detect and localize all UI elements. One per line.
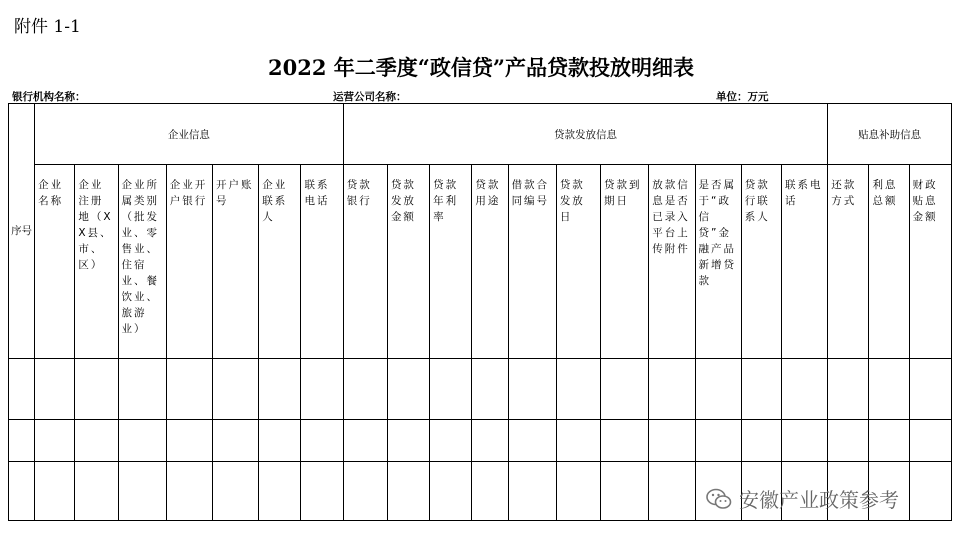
ops-company-label: 运营公司名称： [333,91,407,103]
watermark-text: 安徽产业政策参考 [739,488,899,512]
col-header-lending-bank: 贷款银行 [343,165,387,359]
page-title: 2022 年二季度“政信贷”产品贷款投放明细表 [268,55,694,80]
col-header-contract-number: 借款合同编号 [508,165,556,359]
col-header-repayment-method: 还款方式 [828,165,869,359]
watermark [705,484,899,513]
col-header-maturity-date: 贷款到期日 [601,165,649,359]
col-header-enterprise-contact: 企业联系人 [259,165,301,359]
col-header-new-loan-flag: 是否属于“政信贷”金融产品新增贷款 [695,165,741,359]
seq-header: 序号 [9,104,35,359]
col-header-platform-upload: 放款信息是否已录入平台上传附件 [649,165,695,359]
loan-detail-table [8,103,952,521]
col-header-total-interest: 利息总额 [869,165,909,359]
col-header-registered-place: 企业注册地（XX县、市、区） [75,165,118,359]
col-header-account-bank: 企业开户银行 [166,165,212,359]
col-header-enterprise-name: 企业名称 [35,165,75,359]
col-header-issue-date: 贷款发放日 [556,165,600,359]
col-header-account-number: 开户账号 [213,165,259,359]
col-header-bank-phone: 联系电话 [781,165,827,359]
table-row [9,420,952,462]
col-header-fiscal-subsidy: 财政贴息金额 [909,165,951,359]
group-loan-info: 贷款发放信息 [343,104,828,165]
group-subsidy-info: 贴息补助信息 [828,104,952,165]
attachment-label: 附件 1-1 [14,17,81,37]
col-header-annual-rate: 贷款年利率 [430,165,472,359]
unit-label: 单位：万元 [716,91,769,103]
group-enterprise-info: 企业信息 [35,104,344,165]
table-row [9,359,952,420]
wechat-icon [705,487,733,511]
col-header-loan-purpose: 贷款用途 [472,165,508,359]
col-header-industry-category: 企业所属类别（批发业、零售业、住宿业、餐饮业、旅游业） [118,165,166,359]
bank-name-label: 银行机构名称： [12,91,86,103]
col-header-bank-contact: 贷款行联系人 [741,165,781,359]
col-header-enterprise-phone: 联系电话 [301,165,343,359]
col-header-loan-amount: 贷款发放金额 [387,165,429,359]
